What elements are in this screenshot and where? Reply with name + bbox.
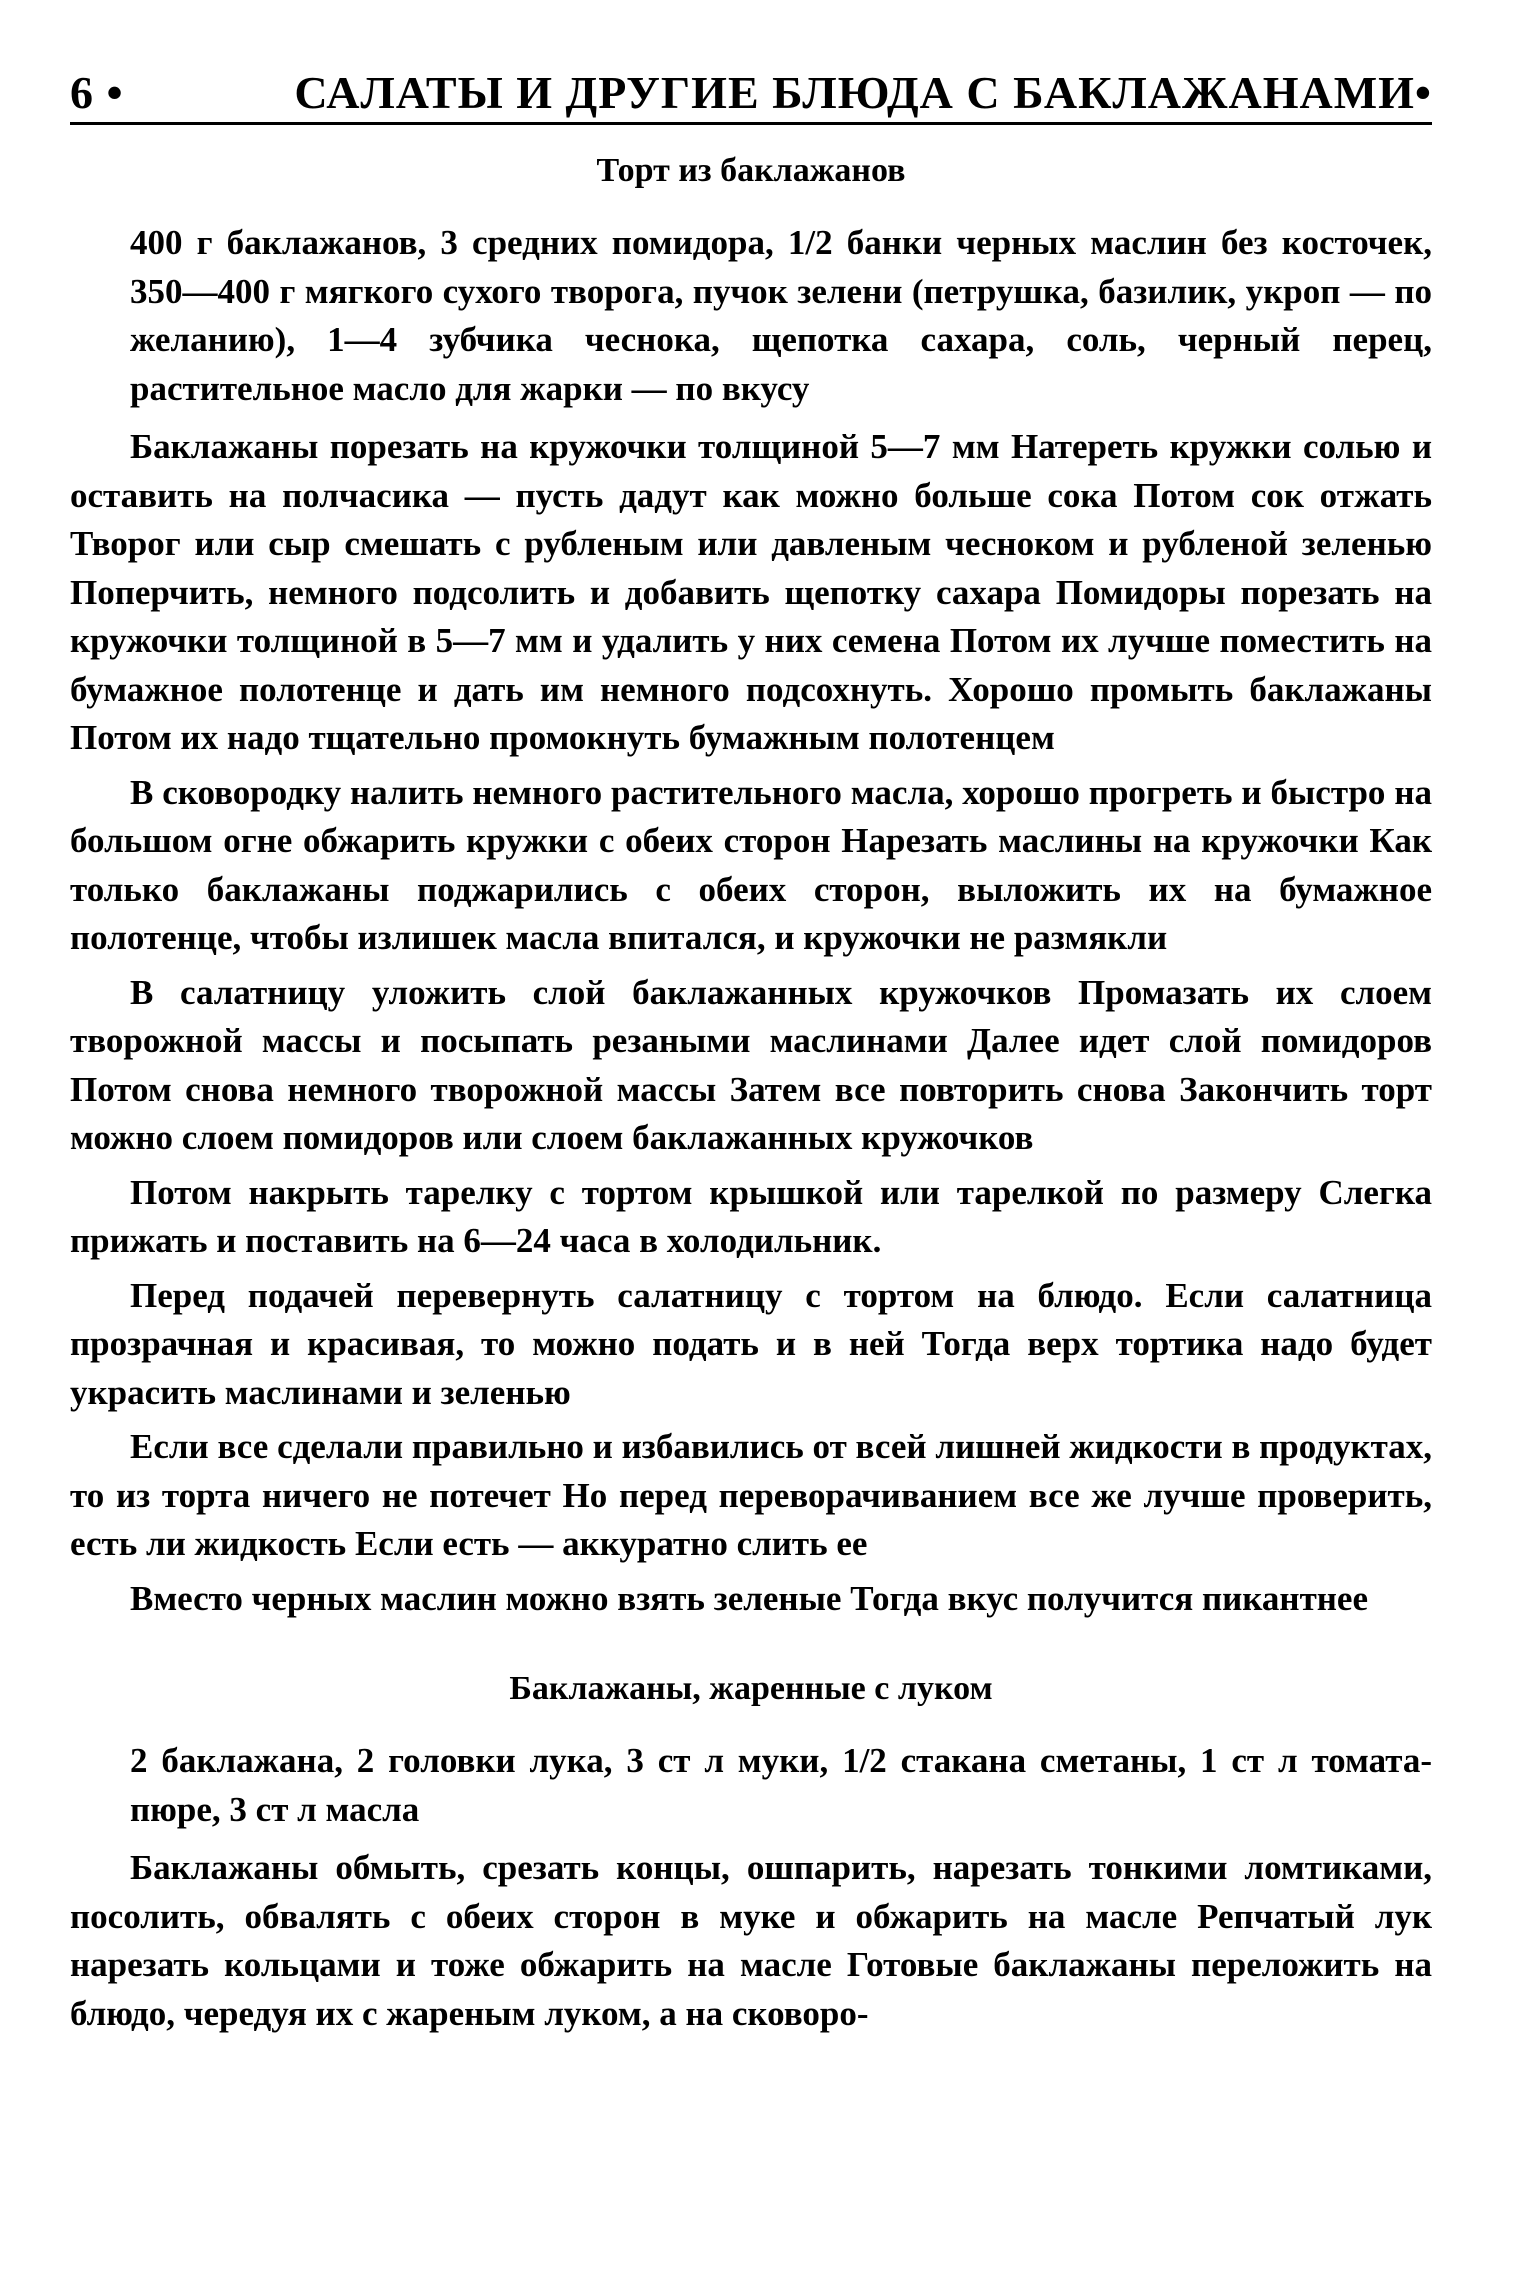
paragraph: В сковородку налить немного растительного масла, хорошо прогреть и быстро на большом огне обжарить кружки с обеих сторон Нарезать маслины на кружочки Как только баклажаны поджарились с обеих сторон, выложить их на бумажное полотенце, чтобы излишек масла впитался, и кружочки не размякли <box>70 772 1432 957</box>
ingredients-fried-eggplant: 2 баклажана, 2 головки лука, 3 ст л муки, 1/2 стакана сметаны, 1 ст л томата-пюре, 3 ст л масла <box>130 1741 1432 1829</box>
page-number: 6 • <box>70 67 124 118</box>
recipe-title-eggplant-cake: Торт из баклажанов <box>596 152 906 189</box>
paragraph: Потом накрыть тарелку с тортом крышкой или тарелкой по размеру Слегка прижать и поставить на 6—24 часа в холодильник. <box>70 1172 1432 1260</box>
running-header <box>70 60 1432 125</box>
paragraph: В салатницу уложить слой баклажанных кружочков Промазать их слоем творожной массы и посыпать резаными маслинами Далее идет слой помидоров Потом снова немного творожной массы Затем все повторить снова Закончить торт можно слоем помидоров или слоем баклажанных кружочков <box>70 972 1432 1157</box>
book-page <box>70 60 1432 2240</box>
paragraph: Вместо черных маслин можно взять зеленые Тогда вкус получится пикантнее <box>130 1578 1369 1618</box>
paragraph: Баклажаны порезать на кружочки толщиной 5—7 мм Натереть кружки солью и оставить на полчасика — пусть дадут как можно больше сока Потом сок отжать Творог или сыр смешать с рубленым или давленым чесноком и рубленой зеленью Поперчить, немного подсолить и добавить щепотку сахара Помидоры порезать на кружочки толщиной в 5—7 мм и удалить у них семена Потом их лучше поместить на бумажное полотенце и дать им немного подсохнуть. Хорошо промыть баклажаны Потом их надо тщательно промокнуть бумажным полотенцем <box>70 427 1432 757</box>
paragraph: Баклажаны обмыть, срезать концы, ошпарить, нарезать тонкими ломтиками, посолить, обвалять с обеих сторон в муке и обжарить на масле Репчатый лук нарезать кольцами и тоже обжарить на масле Готовые баклажаны переложить на блюдо, чередуя их с жареным луком, а на сковоро- <box>70 1848 1432 2033</box>
paragraph: Если все сделали правильно и избавились от всей лишней жидкости в продуктах, то из торта ничего не потечет Но перед переворачиванием все же лучше проверить, есть ли жидкость Если есть — аккуратно слить ее <box>70 1427 1432 1563</box>
recipe-title-fried-eggplant: Баклажаны, жаренные с луком <box>509 1670 993 1707</box>
paragraph: Перед подачей перевернуть салатницу с тортом на блюдо. Если салатница прозрачная и красивая, то можно подать и в ней Тогда верх тортика надо будет украсить маслинами и зеленью <box>70 1275 1432 1412</box>
ingredients-eggplant-cake: 400 г баклажанов, 3 средних помидора, 1/2 банки черных маслин без косточек, 350—400 г мягкого сухого творога, пучок зелени (петрушка, базилик, укроп — по желанию), 1—4 зубчика чеснока, щепотка сахара, соль, черный перец, растительное масло для жарки — по вкусу <box>130 223 1432 408</box>
running-title: САЛАТЫ И ДРУГИЕ БЛЮДА С БАКЛАЖАНАМИ• <box>294 67 1432 118</box>
